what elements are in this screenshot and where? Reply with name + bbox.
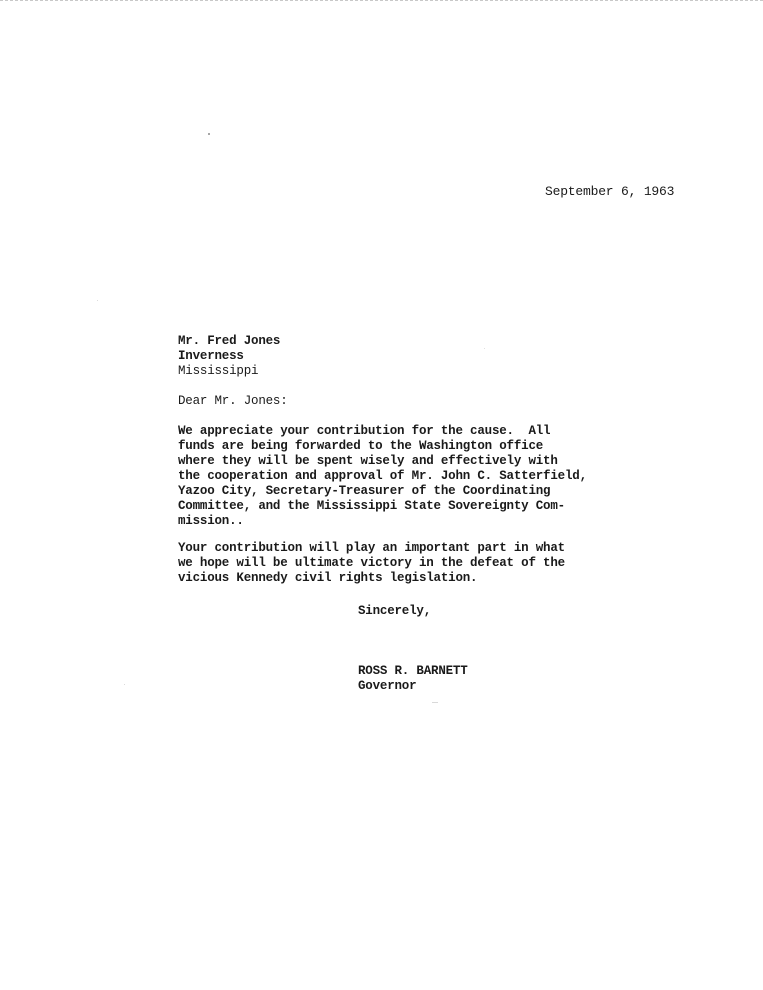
paragraph-line: Committee, and the Mississippi State Sovereignty Com- — [178, 499, 565, 513]
signer-title: Governor — [358, 679, 417, 693]
paragraph-line: mission.. — [178, 514, 244, 528]
recipient-state: Mississippi — [178, 364, 259, 378]
paper-speck — [208, 133, 210, 135]
body-paragraph-2 — [178, 541, 565, 586]
paragraph-line: Your contribution will play an important part in what — [178, 541, 565, 555]
paragraph-line: funds are being forwarded to the Washington office — [178, 439, 544, 453]
paragraph-line: Yazoo City, Secretary-Treasurer of the Coordinating — [178, 484, 551, 498]
paper-speck — [432, 702, 438, 703]
paragraph-line: the cooperation and approval of Mr. John C. Satterfield, — [178, 469, 587, 483]
closing: Sincerely, — [358, 604, 432, 618]
paragraph-line: we hope will be ultimate victory in the defeat of the — [178, 556, 565, 570]
paragraph-line: vicious Kennedy civil rights legislation. — [178, 571, 478, 585]
paper-speck — [124, 684, 125, 685]
paragraph-line: We appreciate your contribution for the cause. All — [178, 424, 551, 438]
paragraph-line: where they will be spent wisely and effectively with — [178, 454, 558, 468]
signer-name: ROSS R. BARNETT — [358, 664, 468, 678]
letter-date: September 6, 1963 — [545, 184, 675, 199]
recipient-name: Mr. Fred Jones — [178, 334, 281, 348]
page-top-edge — [0, 0, 763, 1]
paper-speck — [484, 348, 485, 349]
recipient-town: Inverness — [178, 349, 244, 363]
paper-speck — [97, 300, 98, 301]
salutation: Dear Mr. Jones: — [178, 394, 288, 408]
body-paragraph-1 — [178, 424, 587, 529]
